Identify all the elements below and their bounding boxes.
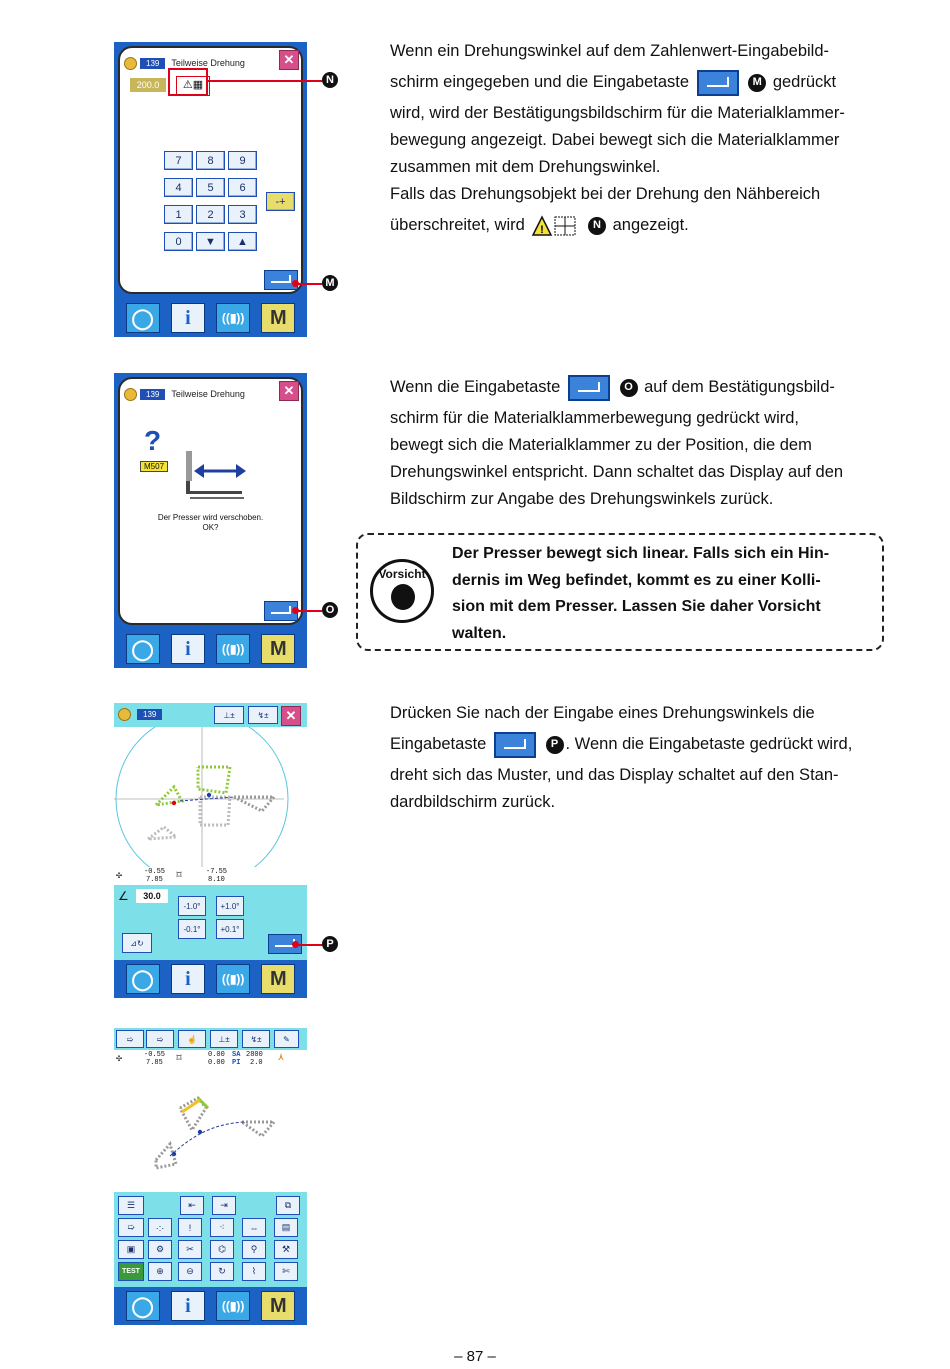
pattern-canvas[interactable] [114, 727, 307, 867]
bottom-bar [114, 299, 307, 337]
dialog-title: Teilweise Drehung [171, 58, 245, 68]
close-button[interactable]: ✕ [279, 50, 299, 70]
para-fragment: auf dem Bestätigungsbild- [644, 378, 835, 396]
edit-pen-button[interactable]: ✎ [274, 1030, 299, 1048]
communication-icon[interactable]: ((▮)) [216, 1291, 250, 1321]
coord-x2: 0.00 [208, 1051, 225, 1059]
needle-button[interactable]: ! [178, 1218, 202, 1237]
machine-button[interactable]: ⚙ [148, 1240, 172, 1259]
select-arrow-alt-button[interactable]: ➯ [146, 1030, 174, 1048]
key-5[interactable]: 5 [196, 178, 225, 197]
key-increment[interactable]: ▲ [228, 232, 257, 251]
page-number: – 87 – [454, 1348, 496, 1365]
para-line: dardbildschirm zurück. [390, 793, 556, 811]
move-icon: ✣ [116, 1054, 123, 1065]
frame-icon: ⌑ [176, 871, 183, 882]
pi-label: PI [232, 1059, 241, 1067]
pitch-value: 2.0 [250, 1059, 263, 1067]
coordinate-readout [114, 867, 307, 885]
para-fragment: gedrückt [772, 73, 837, 91]
pattern-canvas[interactable] [114, 1068, 307, 1192]
caution-text [452, 541, 876, 647]
close-button[interactable]: ✕ [279, 381, 299, 401]
reset-icon[interactable]: ◯ [126, 634, 160, 664]
para-fragment: überschreitet, wird [390, 216, 525, 234]
copy-button[interactable]: ⧉ [276, 1196, 300, 1215]
para-fragment: Eingabetaste [390, 735, 487, 753]
presser-up-button[interactable]: ↯± [248, 706, 278, 724]
speed-value: 2800 [246, 1051, 263, 1059]
callout-line-p [298, 944, 322, 946]
scissors-button[interactable]: ✄ [274, 1262, 298, 1281]
pattern-id: 139 [137, 709, 162, 720]
caution-line: dernis im Weg befindet, kommt es zu einer Kolli- [452, 571, 821, 589]
angle-minus-1-button[interactable]: -1.0° [178, 896, 206, 916]
coord-x2: -7.55 [206, 868, 228, 876]
key-decrement[interactable]: ▼ [196, 232, 225, 251]
select-arrow-button[interactable]: ➯ [116, 1030, 144, 1048]
para-fragment: . Wenn die Eingabetaste gedrückt wird, [565, 735, 853, 753]
callout-line-n [208, 80, 322, 82]
para-line: schirm für die Materialklammerbewegung gedrückt wird, [390, 409, 799, 427]
bottom-bar [114, 1287, 307, 1325]
dialog-titlebar [124, 52, 297, 74]
coord-y1: 7.85 [146, 876, 163, 884]
dialog-titlebar [124, 383, 297, 405]
callout-line-m [298, 283, 322, 285]
numeric-input-screen [114, 42, 307, 337]
angle-plus-1-button[interactable]: +1.0° [216, 896, 244, 916]
enter-key-icon [697, 70, 739, 96]
reset-icon[interactable]: ◯ [126, 964, 160, 994]
key-9[interactable]: 9 [228, 151, 257, 170]
sa-label: SA [232, 1051, 241, 1059]
angle-value: 30.0 [136, 889, 168, 903]
confirm-question: OK? [202, 523, 219, 532]
confirm-dialog [118, 377, 303, 625]
para-line [390, 374, 890, 401]
coord-x1: -0.55 [144, 868, 166, 876]
delete-button[interactable]: ⊖ [178, 1262, 202, 1281]
communication-icon[interactable]: ((▮)) [216, 303, 250, 333]
para-line: bewegung angezeigt. Dabei bewegt sich die Materialklammer [390, 131, 840, 149]
communication-icon[interactable]: ((▮)) [216, 634, 250, 664]
circle-label-n: N [588, 217, 606, 235]
key-7[interactable]: 7 [164, 151, 193, 170]
range-warning-icon: ⚠▦ [176, 76, 210, 96]
hand-icon [391, 584, 415, 610]
gear-icon [118, 708, 131, 721]
top-header [114, 703, 307, 727]
pattern-screen [114, 703, 307, 960]
svg-text:!: ! [540, 223, 545, 236]
coord-y1: 7.85 [146, 1059, 163, 1067]
mode-icon[interactable]: M [261, 634, 295, 664]
step-forward-button[interactable]: ⇥ [212, 1196, 236, 1215]
add-button[interactable]: ⊕ [148, 1262, 172, 1281]
para-line: dreht sich das Muster, und das Display schaltet auf den Stan- [390, 766, 839, 784]
dialog-title: Teilweise Drehung [171, 389, 245, 399]
standard-screen-area [114, 1028, 307, 1287]
caution-box [356, 533, 884, 651]
question-icon: ? [144, 425, 162, 456]
presser-move-icon [180, 449, 250, 510]
para-fragment: schirm eingegeben und die Eingabetaste [390, 73, 690, 91]
section2-text [390, 374, 890, 513]
coord-x1: -0.55 [144, 1051, 166, 1059]
key-0[interactable]: 0 [164, 232, 193, 251]
bottom-bar [114, 960, 307, 998]
callout-m: M [322, 275, 338, 291]
enter-key-icon [494, 732, 536, 758]
coordinate-readout [114, 1050, 307, 1068]
coord-y2: 0.00 [208, 1059, 225, 1067]
marker-icon: ⋏ [278, 1053, 285, 1064]
mode-icon[interactable]: M [261, 303, 295, 333]
vorsicht-badge [370, 559, 434, 623]
link-button[interactable]: ⇔ [242, 1218, 266, 1237]
para-fragment: Wenn die Eingabetaste [390, 378, 561, 396]
callout-line-o [298, 610, 322, 612]
confirm-message: Der Presser wird verschoben. [157, 513, 264, 522]
caution-line: sion mit dem Presser. Lassen Sie daher Vorsicht [452, 598, 821, 615]
sign-key[interactable]: -+ [266, 192, 295, 211]
frame-icon: ⌑ [176, 1054, 183, 1065]
move-icon: ✣ [116, 871, 123, 882]
rotate-button[interactable]: ↻ [210, 1262, 234, 1281]
mode-icon[interactable]: M [261, 1291, 295, 1321]
para-line: Falls das Drehungsobjekt bei der Drehung den Nähbereich [390, 185, 821, 203]
reset-icon[interactable]: ◯ [126, 303, 160, 333]
scatter-button[interactable]: ⁖ [210, 1218, 234, 1237]
section3-text [390, 700, 890, 816]
rotation-angle-screen [114, 703, 307, 998]
message-code: M507 [140, 461, 168, 472]
presser-up-button[interactable]: ↯± [242, 1030, 270, 1048]
sel-button[interactable]: ⌬ [210, 1240, 234, 1259]
search-button[interactable]: ⚲ [242, 1240, 266, 1259]
circle-label-p: P [546, 736, 564, 754]
mode-icon[interactable]: M [261, 964, 295, 994]
point-button[interactable]: ·:· [148, 1218, 172, 1237]
edit-tool-button[interactable]: ✂ [178, 1240, 202, 1259]
feed-stop-button[interactable]: ⊥± [210, 1030, 238, 1048]
info-icon[interactable]: i [171, 964, 205, 994]
callout-o: O [322, 602, 338, 618]
para-line [390, 69, 890, 96]
caution-line: walten. [452, 624, 507, 642]
info-icon[interactable]: i [171, 1291, 205, 1321]
close-button[interactable]: ✕ [281, 706, 301, 726]
step-back-button[interactable]: ⇤ [180, 1196, 204, 1215]
section1-text [390, 38, 890, 239]
bottom-bar [114, 630, 307, 668]
circle-label-o: O [620, 379, 638, 397]
coord-y2: 8.10 [208, 876, 225, 884]
stack-button[interactable]: ▤ [274, 1218, 298, 1237]
vorsicht-label: Vorsicht [378, 567, 426, 581]
standard-screen [114, 1028, 307, 1325]
range-warning-icon [531, 214, 579, 238]
gear-icon [124, 388, 137, 401]
pattern-id: 139 [140, 58, 165, 69]
communication-icon[interactable]: ((▮)) [216, 964, 250, 994]
confirmation-screen [114, 373, 307, 668]
key-3[interactable]: 3 [228, 205, 257, 224]
info-icon[interactable]: i [171, 303, 205, 333]
para-line: Wenn ein Drehungswinkel auf dem Zahlenwert-Eingabebild- [390, 42, 830, 60]
para-line: wird, wird der Bestätigungsbildschirm für die Materialklammer- [390, 104, 845, 122]
angle-icon: ∠ [118, 889, 129, 903]
feed-stop-button[interactable]: ⊥± [214, 706, 244, 724]
para-line: Bildschirm zur Angabe des Drehungswinkels zurück. [390, 490, 774, 508]
value-display: 200.0 [130, 78, 166, 92]
key-8[interactable]: 8 [196, 151, 225, 170]
para-line: bewegt sich die Materialklammer zu der Position, die dem [390, 436, 812, 454]
callout-box-n [168, 68, 208, 96]
circle-label-m: M [748, 74, 766, 92]
key-2[interactable]: 2 [196, 205, 225, 224]
top-toolbar [114, 1028, 307, 1050]
info-icon[interactable]: i [171, 634, 205, 664]
para-fragment: angezeigt. [612, 216, 689, 234]
angle-minus-01-button[interactable]: -0.1° [178, 919, 206, 939]
para-line: zusammen mit dem Drehungswinkel. [390, 158, 661, 176]
numeric-dialog [118, 46, 303, 294]
enter-key-icon [568, 375, 610, 401]
rotation-base-button[interactable]: ⊿↻ [122, 933, 152, 953]
hand-move-button[interactable]: ☝ [178, 1030, 206, 1048]
callout-p: P [322, 936, 338, 952]
para-line [390, 212, 890, 239]
key-1[interactable]: 1 [164, 205, 193, 224]
test-label: TEST [122, 1268, 140, 1275]
para-line: Drücken Sie nach der Eingabe eines Drehungswinkels die [390, 704, 815, 722]
reset-icon[interactable]: ◯ [126, 1291, 160, 1321]
list-button[interactable]: ☰ [118, 1196, 144, 1215]
key-6[interactable]: 6 [228, 178, 257, 197]
thread-button[interactable]: ⌇ [242, 1262, 266, 1281]
key-4[interactable]: 4 [164, 178, 193, 197]
window-button[interactable]: ▣ [118, 1240, 144, 1259]
tool-button[interactable]: ⚒ [274, 1240, 298, 1259]
select-arrow-button[interactable]: ➯ [118, 1218, 144, 1237]
para-line: Drehungswinkel entspricht. Dann schaltet das Display auf den [390, 463, 844, 481]
para-line [390, 731, 890, 758]
test-button[interactable] [118, 1262, 144, 1281]
angle-plus-01-button[interactable]: +0.1° [216, 919, 244, 939]
gear-icon [124, 57, 137, 70]
callout-n: N [322, 72, 338, 88]
caution-line: Der Presser bewegt sich linear. Falls sich ein Hin- [452, 545, 830, 562]
pattern-id: 139 [140, 389, 165, 400]
